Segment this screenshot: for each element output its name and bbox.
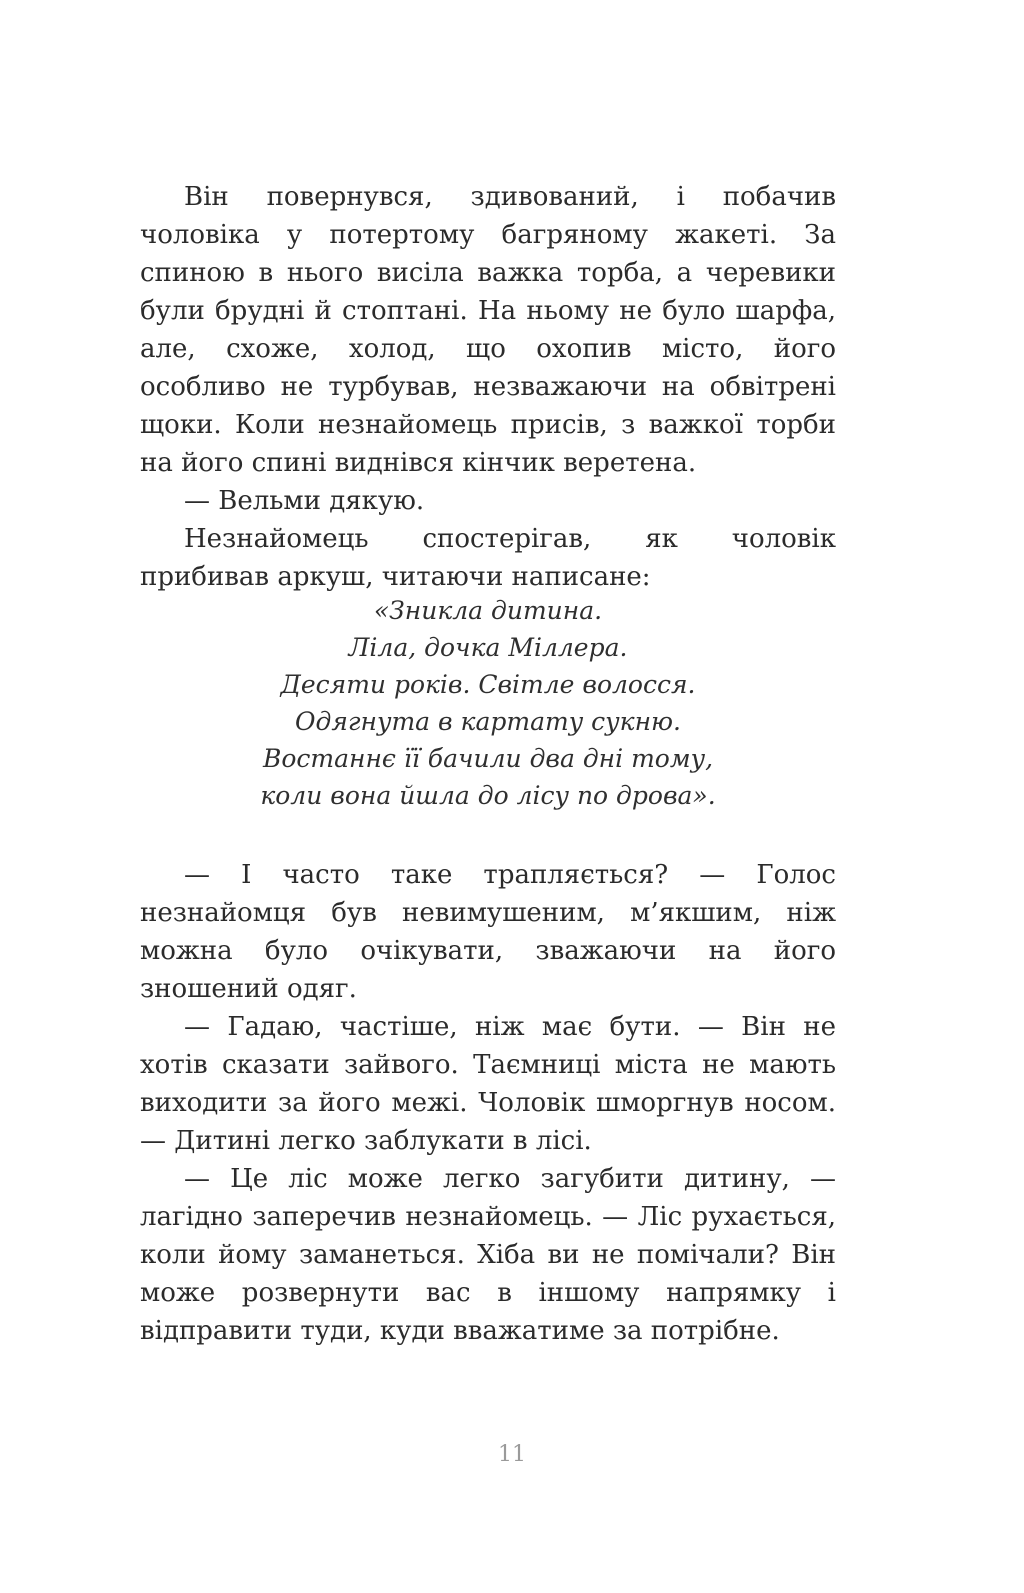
paragraph: — І часто таке трапляється? — Голос незнайомця був невимушеним, м’якшим, ніж можна було очікувати, зважаючи на його зношений одяг. [140, 860, 836, 1004]
text-block-bottom [140, 856, 836, 1350]
paragraph: Незнайомець спостерігав, як чоловік прибивав аркуш, читаючи написане: [140, 524, 836, 592]
notice-line: Востаннє її бачили два дні тому, [262, 744, 714, 773]
notice-line: Одягнута в картату сукню. [294, 707, 681, 736]
page-number: 11 [498, 1442, 526, 1467]
paragraph: — Гадаю, частіше, ніж має бути. — Він не хотів сказати зайвого. Таємниці міста не мають виходити за його межі. Чоловік шморгнув носом. — Дитині легко заблукати в лісі. [140, 1012, 836, 1156]
notice-line: «Зникла дитина. [373, 596, 603, 625]
notice-line: коли вона йшла до лісу по дрова». [260, 781, 716, 810]
paragraph: — Вельми дякую. [184, 486, 425, 516]
paragraph: — Це ліс може легко загубити дитину, — лагідно заперечив незнайомець. — Ліс рухається, коли йому заманеться. Хіба ви не помічали? Він може розвернути вас в іншому напрямку і відправити туди, куди вважатиме за потрібне. [140, 1164, 836, 1346]
missing-child-notice [140, 592, 836, 814]
notice-line: Ліла, дочка Міллера. [348, 633, 628, 662]
notice-line: Десяти років. Світле волосся. [280, 670, 696, 699]
paragraph: Він повернувся, здивований, і побачив чоловіка у потертому багряному жакеті. За спиною в нього висіла важка торба, а черевики були брудні й стоптані. На ньому не було шарфа, але, схоже, холод, що охопив місто, його особливо не турбував, незважаючи на обвітрені щоки. Коли незнайомець присів, з важкої торби на його спині виднівся кінчик веретена. [140, 182, 836, 478]
text-block-top [140, 178, 836, 596]
